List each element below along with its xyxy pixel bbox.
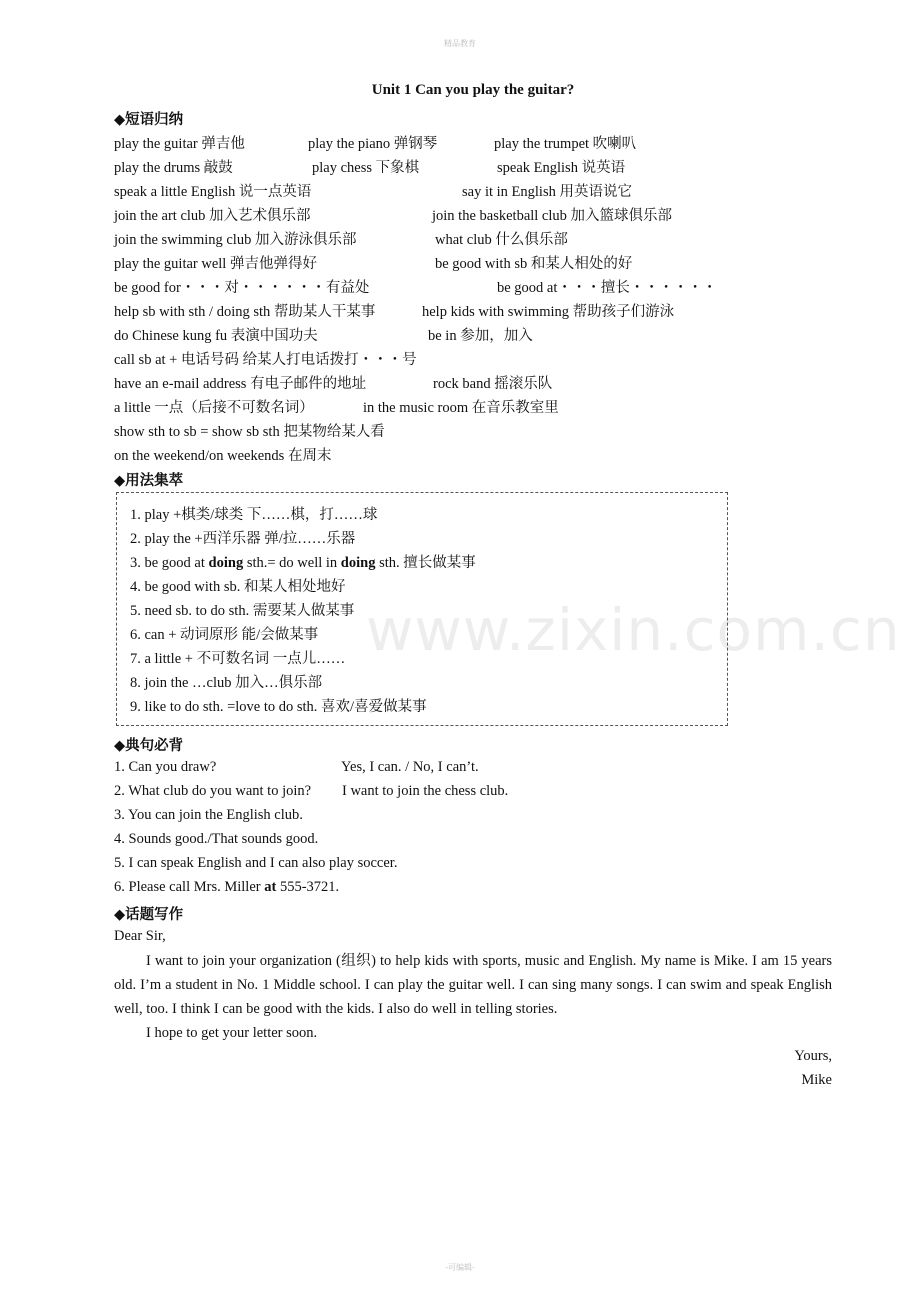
phrase-item: rock band 摇滚乐队: [433, 376, 553, 392]
letter-greeting: Dear Sir,: [114, 928, 166, 944]
letter-closing: Yours,: [794, 1048, 832, 1064]
phrase-item: play the piano 弹钢琴: [308, 136, 438, 152]
phrase-item: join the art club 加入艺术俱乐部: [114, 208, 311, 224]
phrase-item: what club 什么俱乐部: [435, 232, 568, 248]
sentence-text: 6. Please call Mrs. Miller at 555-3721.: [114, 879, 340, 895]
usage-item: 1. play +棋类/球类 下……棋，打……球: [130, 507, 378, 523]
section-heading-usage: ◆用法集萃: [114, 473, 184, 489]
usage-item: 7. a little + 不可数名词 一点儿……: [130, 651, 346, 667]
phrase-item: call sb at + 电话号码 给某人打电话拨打・・・号: [114, 352, 417, 368]
phrase-item: play the trumpet 吹喇叭: [494, 136, 637, 152]
header-mark: 精品教育: [444, 39, 476, 48]
phrase-item: help sb with sth / doing sth 帮助某人干某事: [114, 304, 376, 320]
usage-item: 5. need sb. to do sth. 需要某人做某事: [130, 603, 355, 619]
phrase-item: speak English 说英语: [497, 160, 626, 176]
sentence-text: 1. Can you draw?: [114, 759, 217, 775]
usage-item: 4. be good with sb. 和某人相处地好: [130, 579, 346, 595]
phrase-item: join the basketball club 加入篮球俱乐部: [432, 208, 673, 224]
phrase-item: a little 一点（后接不可数名词）: [114, 400, 314, 416]
phrase-item: be good for・・・对・・・・・・有益处: [114, 280, 370, 296]
phrase-item: play the guitar well 弹吉他弹得好: [114, 256, 317, 272]
usage-item: 8. join the …club 加入…俱乐部: [130, 675, 323, 691]
phrase-item: be good at・・・擅长・・・・・・: [497, 280, 717, 296]
phrase-item: be good with sb 和某人相处的好: [435, 256, 633, 272]
phrase-item: show sth to sb = show sb sth 把某物给某人看: [114, 424, 385, 440]
watermark: www.zixin.com.cn: [366, 596, 901, 664]
phrase-item: on the weekend/on weekends 在周末: [114, 448, 332, 464]
letter-body: I want to join your organization (组织) to help kids with sports, music and English. My name is Mike. I am 15 years old. I’m a student in No. 1 Middle school. I can play the guitar well. I can sing many songs. I can swim and speak English well, too. I think I can be good with the kids. I also do well in telling stories.: [114, 953, 832, 1017]
phrase-item: play chess 下象棋: [312, 160, 420, 176]
sentence-text: 3. You can join the English club.: [114, 807, 303, 823]
phrase-item: speak a little English 说一点英语: [114, 184, 312, 200]
page-title: Unit 1 Can you play the guitar?: [371, 82, 575, 98]
sentence-text: 4. Sounds good./That sounds good.: [114, 831, 319, 847]
phrase-item: join the swimming club 加入游泳俱乐部: [114, 232, 357, 248]
section-heading-writing: ◆话题写作: [114, 907, 184, 923]
letter-signature: Mike: [801, 1072, 832, 1088]
phrase-item: play the drums 敲鼓: [114, 160, 233, 176]
usage-box: [116, 492, 728, 726]
phrase-item: help kids with swimming 帮助孩子们游泳: [422, 304, 675, 320]
phrase-item: in the music room 在音乐教室里: [363, 400, 559, 416]
phrase-item: be in 参加，加入: [428, 328, 533, 344]
phrase-item: play the guitar 弹吉他: [114, 136, 245, 152]
phrase-item: do Chinese kung fu 表演中国功夫: [114, 328, 318, 344]
usage-item: 9. like to do sth. =love to do sth. 喜欢/喜爱做某事: [130, 699, 427, 715]
sentence-text: 5. I can speak English and I can also play soccer.: [114, 855, 398, 871]
phrase-item: have an e-mail address 有电子邮件的地址: [114, 376, 367, 392]
sentence-text: Yes, I can. / No, I can’t.: [341, 759, 479, 775]
phrase-item: say it in English 用英语说它: [462, 184, 632, 200]
usage-item: 2. play the +西洋乐器 弹/拉……乐器: [130, 531, 356, 547]
letter-body: I hope to get your letter soon.: [146, 1025, 318, 1041]
usage-item: 6. can + 动词原形 能/会做某事: [130, 627, 319, 643]
section-heading-phrases: ◆短语归纳: [114, 112, 184, 128]
section-heading-sentences: ◆典句必背: [114, 738, 184, 754]
usage-item: 3. be good at doing sth.= do well in doing sth. 擅长做某事: [130, 555, 476, 571]
sentence-text: 2. What club do you want to join?: [114, 783, 312, 799]
sentence-text: I want to join the chess club.: [342, 783, 509, 799]
footer-mark: -可编辑-: [445, 1263, 475, 1272]
